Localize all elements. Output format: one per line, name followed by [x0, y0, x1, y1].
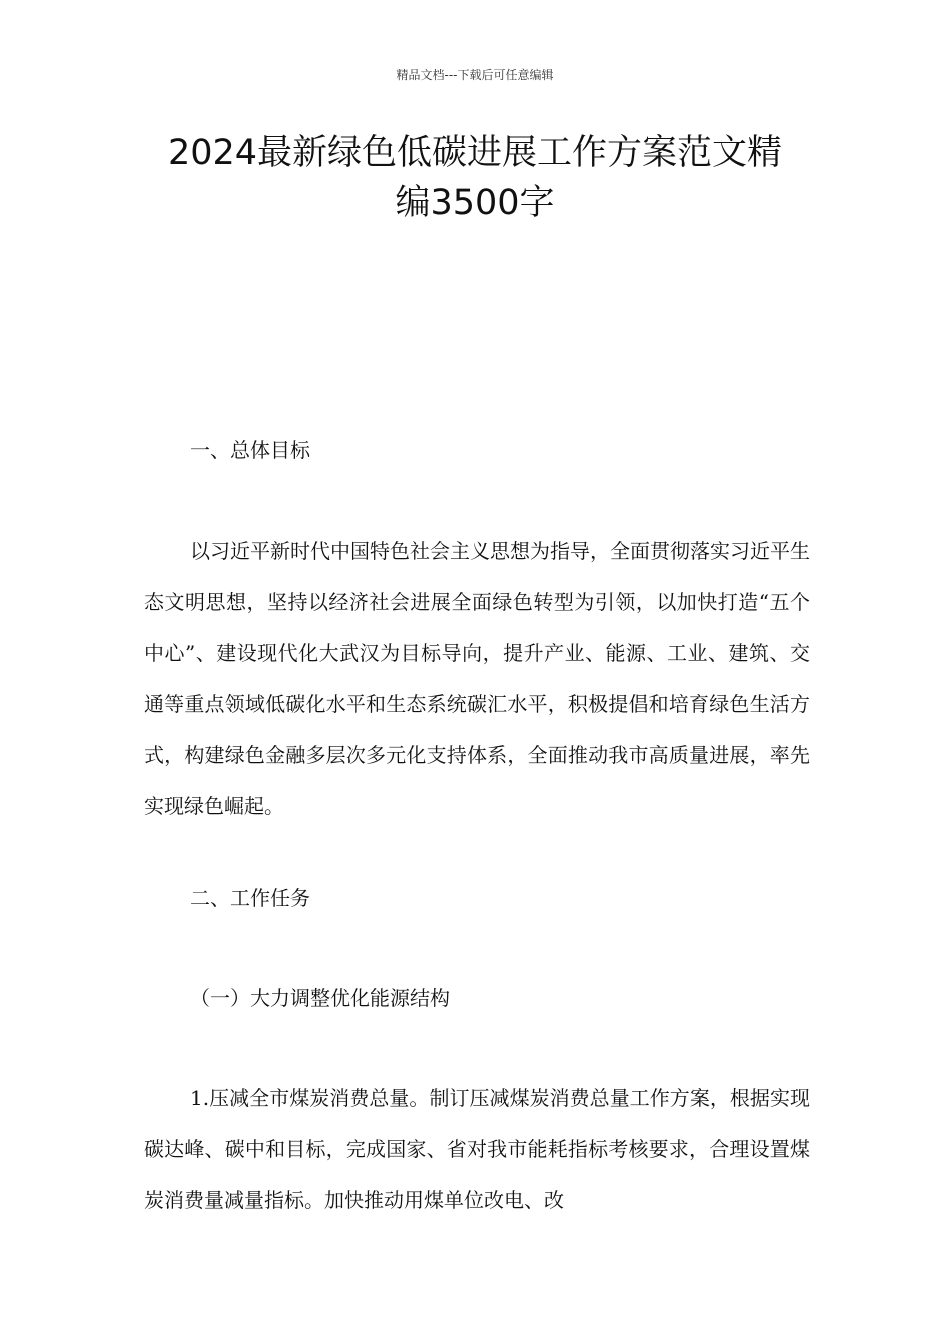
title-line-1: 2024最新绿色低碳进展工作方案范文精 — [167, 133, 783, 173]
subsection-heading-energy-structure: （一）大力调整优化能源结构 — [190, 986, 450, 1010]
section-heading-work-tasks: 二、工作任务 — [190, 886, 310, 910]
section-heading-overall-goals: 一、总体目标 — [190, 438, 310, 462]
coal-reduction-paragraph: 1.压减全市煤炭消费总量。制订压减煤炭消费总量工作方案，根据实现碳达峰、碳中和目标，完成国家、省对我市能耗指标考核要求，合理设置煤炭消费量减量指标。加快推动用煤单位改电、改 — [144, 1086, 810, 1212]
document-title — [140, 128, 810, 228]
title-line-2: 编3500字 — [395, 183, 555, 223]
page-header: 精品文档---下载后可任意编辑 — [396, 68, 554, 82]
overall-goals-paragraph: 以习近平新时代中国特色社会主义思想为指导，全面贯彻落实习近平生态文明思想，坚持以经济社会进展全面绿色转型为引领，以加快打造“五个中心”、建设现代化大武汉为目标导向，提升产业、能源、工业、建筑、交通等重点领域低碳化水平和生态系统碳汇水平，积极提倡和培育绿色生活方式，构建绿色金融多层次多元化支持体系，全面推动我市高质量进展，率先实现绿色崛起。 — [144, 539, 810, 818]
